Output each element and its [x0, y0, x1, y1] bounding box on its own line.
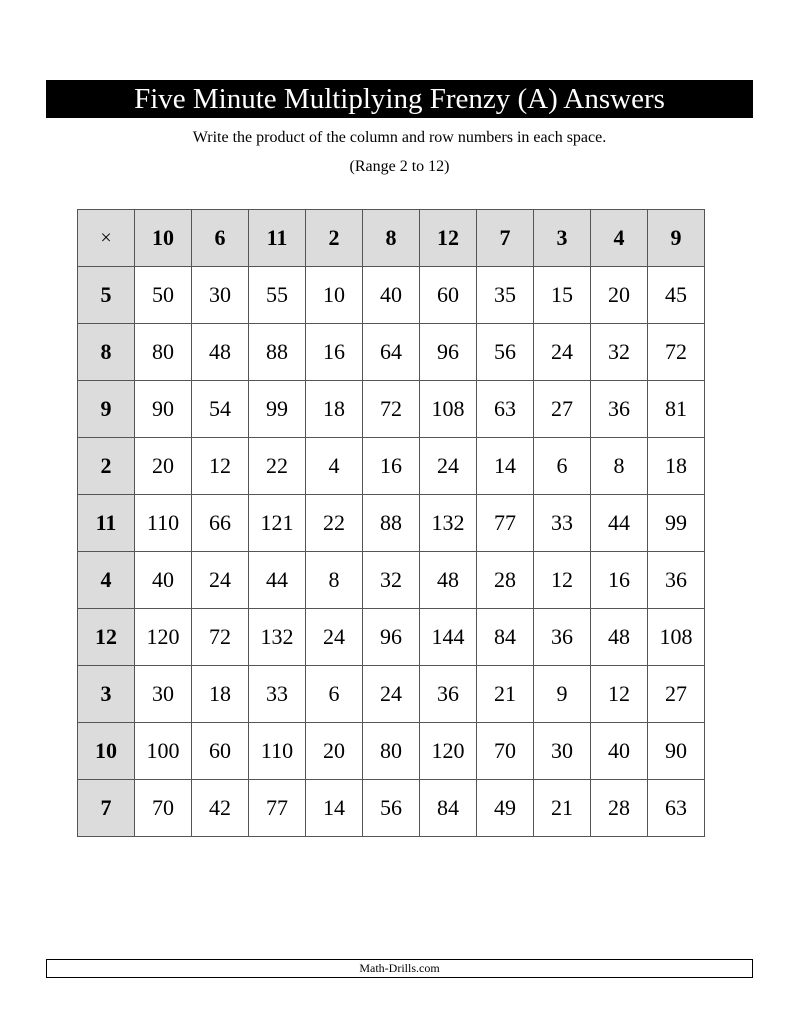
product-cell: 32 [591, 324, 648, 381]
table-row [78, 495, 705, 552]
row-header: 9 [78, 381, 135, 438]
product-cell: 96 [420, 324, 477, 381]
product-cell: 54 [192, 381, 249, 438]
product-cell: 60 [420, 267, 477, 324]
product-cell: 108 [648, 609, 705, 666]
column-header: 2 [306, 210, 363, 267]
product-cell: 18 [306, 381, 363, 438]
product-cell: 88 [363, 495, 420, 552]
table-row [78, 723, 705, 780]
product-cell: 55 [249, 267, 306, 324]
product-cell: 96 [363, 609, 420, 666]
product-cell: 8 [591, 438, 648, 495]
product-cell: 56 [363, 780, 420, 837]
product-cell: 100 [135, 723, 192, 780]
product-cell: 30 [192, 267, 249, 324]
product-cell: 77 [249, 780, 306, 837]
product-cell: 9 [534, 666, 591, 723]
product-cell: 70 [135, 780, 192, 837]
product-cell: 27 [648, 666, 705, 723]
product-cell: 63 [648, 780, 705, 837]
product-cell: 30 [534, 723, 591, 780]
column-header: 10 [135, 210, 192, 267]
product-cell: 77 [477, 495, 534, 552]
product-cell: 120 [420, 723, 477, 780]
product-cell: 50 [135, 267, 192, 324]
product-cell: 20 [135, 438, 192, 495]
product-cell: 20 [306, 723, 363, 780]
product-cell: 132 [249, 609, 306, 666]
product-cell: 16 [591, 552, 648, 609]
product-cell: 42 [192, 780, 249, 837]
table-row [78, 438, 705, 495]
table-row [78, 780, 705, 837]
product-cell: 24 [192, 552, 249, 609]
product-cell: 28 [477, 552, 534, 609]
multiply-symbol: × [78, 210, 135, 267]
product-cell: 48 [420, 552, 477, 609]
product-cell: 72 [192, 609, 249, 666]
table-row [78, 609, 705, 666]
product-cell: 6 [534, 438, 591, 495]
product-cell: 21 [477, 666, 534, 723]
column-header: 3 [534, 210, 591, 267]
product-cell: 90 [135, 381, 192, 438]
product-cell: 120 [135, 609, 192, 666]
product-cell: 12 [591, 666, 648, 723]
product-cell: 48 [192, 324, 249, 381]
product-cell: 33 [249, 666, 306, 723]
product-cell: 35 [477, 267, 534, 324]
product-cell: 24 [420, 438, 477, 495]
product-cell: 16 [306, 324, 363, 381]
table-row [78, 381, 705, 438]
product-cell: 63 [477, 381, 534, 438]
product-cell: 44 [591, 495, 648, 552]
product-cell: 32 [363, 552, 420, 609]
column-header: 12 [420, 210, 477, 267]
product-cell: 99 [249, 381, 306, 438]
column-header: 6 [192, 210, 249, 267]
product-cell: 15 [534, 267, 591, 324]
product-cell: 30 [135, 666, 192, 723]
product-cell: 144 [420, 609, 477, 666]
row-header: 7 [78, 780, 135, 837]
product-cell: 22 [249, 438, 306, 495]
column-header: 8 [363, 210, 420, 267]
instructions-text: Write the product of the column and row numbers in each space. [192, 129, 607, 146]
product-cell: 40 [591, 723, 648, 780]
product-cell: 36 [534, 609, 591, 666]
product-cell: 84 [420, 780, 477, 837]
column-header: 4 [591, 210, 648, 267]
product-cell: 40 [135, 552, 192, 609]
product-cell: 20 [591, 267, 648, 324]
product-cell: 18 [648, 438, 705, 495]
column-header: 7 [477, 210, 534, 267]
product-cell: 110 [249, 723, 306, 780]
product-cell: 14 [306, 780, 363, 837]
product-cell: 33 [534, 495, 591, 552]
product-cell: 56 [477, 324, 534, 381]
table-row [78, 552, 705, 609]
product-cell: 110 [135, 495, 192, 552]
product-cell: 88 [249, 324, 306, 381]
product-cell: 60 [192, 723, 249, 780]
product-cell: 24 [534, 324, 591, 381]
product-cell: 36 [648, 552, 705, 609]
column-header-row [78, 210, 705, 267]
footer-credit: Math-Drills.com [46, 959, 753, 978]
row-header: 4 [78, 552, 135, 609]
product-cell: 48 [591, 609, 648, 666]
product-cell: 8 [306, 552, 363, 609]
product-cell: 12 [534, 552, 591, 609]
row-header: 3 [78, 666, 135, 723]
table-row [78, 267, 705, 324]
row-header: 11 [78, 495, 135, 552]
product-cell: 24 [306, 609, 363, 666]
product-cell: 70 [477, 723, 534, 780]
row-header: 2 [78, 438, 135, 495]
product-cell: 132 [420, 495, 477, 552]
product-cell: 64 [363, 324, 420, 381]
product-cell: 108 [420, 381, 477, 438]
product-cell: 4 [306, 438, 363, 495]
row-header: 12 [78, 609, 135, 666]
product-cell: 44 [249, 552, 306, 609]
product-cell: 28 [591, 780, 648, 837]
page-title: Five Minute Multiplying Frenzy (A) Answers [46, 80, 753, 118]
row-header: 5 [78, 267, 135, 324]
product-cell: 90 [648, 723, 705, 780]
product-cell: 72 [363, 381, 420, 438]
product-cell: 16 [363, 438, 420, 495]
product-cell: 84 [477, 609, 534, 666]
product-cell: 12 [192, 438, 249, 495]
product-cell: 6 [306, 666, 363, 723]
table-row [78, 324, 705, 381]
product-cell: 36 [420, 666, 477, 723]
column-header: 11 [249, 210, 306, 267]
row-header: 8 [78, 324, 135, 381]
column-header: 9 [648, 210, 705, 267]
product-cell: 45 [648, 267, 705, 324]
product-cell: 80 [135, 324, 192, 381]
product-cell: 49 [477, 780, 534, 837]
product-cell: 10 [306, 267, 363, 324]
range-text: (Range 2 to 12) [349, 158, 450, 175]
row-header: 10 [78, 723, 135, 780]
product-cell: 36 [591, 381, 648, 438]
product-cell: 99 [648, 495, 705, 552]
product-cell: 66 [192, 495, 249, 552]
product-cell: 80 [363, 723, 420, 780]
product-cell: 21 [534, 780, 591, 837]
product-cell: 22 [306, 495, 363, 552]
product-cell: 18 [192, 666, 249, 723]
multiplication-grid [77, 209, 705, 837]
product-cell: 14 [477, 438, 534, 495]
product-cell: 27 [534, 381, 591, 438]
table-row [78, 666, 705, 723]
product-cell: 121 [249, 495, 306, 552]
product-cell: 24 [363, 666, 420, 723]
product-cell: 40 [363, 267, 420, 324]
product-cell: 81 [648, 381, 705, 438]
product-cell: 72 [648, 324, 705, 381]
